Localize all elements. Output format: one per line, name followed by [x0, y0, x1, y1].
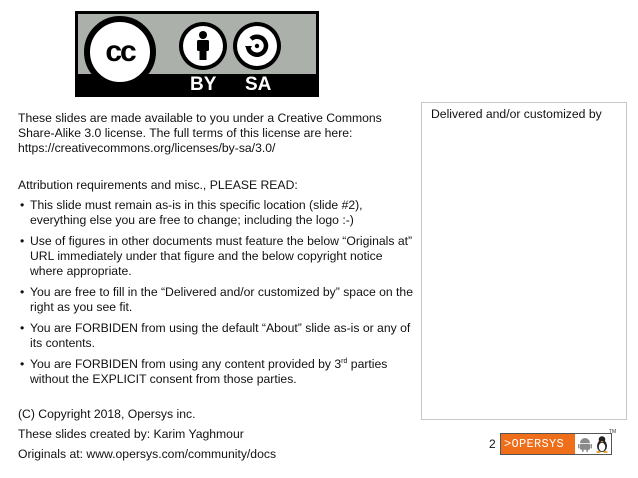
bullet-icon: • — [20, 198, 25, 212]
bullet-icon: • — [20, 285, 25, 299]
sa-label: SA — [245, 74, 272, 95]
page-number: 2 — [489, 437, 496, 451]
license-paragraph: These slides are made available to you under a Creative Commons Share-Alike 3.0 license. The full terms of this license are here: https://creativecommons.org/licenses/by-sa/3.0/ — [18, 111, 382, 155]
created-by: These slides created by: Karim Yaghmour — [18, 427, 244, 441]
ordinal-superscript: rd — [341, 357, 348, 365]
platform-icons — [577, 435, 611, 453]
linux-tux-icon — [596, 436, 607, 453]
bullet-text-continued: parties without the EXPLICIT consent from those parties. — [30, 357, 388, 386]
opersys-logo — [500, 433, 612, 455]
copyright-notice: (C) Copyright 2018, Opersys inc. — [18, 407, 196, 421]
delivered-by-box — [421, 102, 627, 420]
android-icon — [578, 438, 592, 452]
license-text-column — [18, 111, 413, 462]
list-item — [18, 285, 413, 315]
cc-by-sa-logo — [75, 11, 319, 97]
cc-text: cc — [105, 35, 135, 68]
bullet-text: Use of figures in other documents must feature the below “Originals at” URL immediately under that figure and the below copyright notice where appropriate. — [30, 234, 413, 278]
list-item — [18, 234, 413, 279]
bullet-text: You are FORBIDEN from using the default “About” slide as-is or any of its contents. — [30, 321, 411, 350]
share-alike-icon — [233, 22, 281, 70]
attribution-person-icon — [179, 22, 227, 70]
attribution-list — [18, 198, 413, 387]
bullet-icon: • — [20, 234, 25, 248]
bullet-text: You are FORBIDEN from using any content provided by 3 — [30, 357, 342, 371]
bullet-text: You are free to fill in the “Delivered and/or customized by” space on the right as you see fit. — [30, 285, 413, 314]
bullet-text: This slide must remain as-is in this specific location (slide #2), everything else you are free to change; including the logo :-) — [30, 198, 363, 227]
attribution-heading: Attribution requirements and misc., PLEASE READ: — [18, 178, 298, 192]
delivered-by-label: Delivered and/or customized by — [431, 107, 602, 121]
list-item — [18, 357, 413, 387]
bullet-icon: • — [20, 321, 25, 335]
opersys-wordmark: >OPERSYS — [501, 434, 575, 454]
trademark-mark: TM — [609, 429, 617, 435]
by-label: BY — [190, 74, 217, 95]
list-item — [18, 321, 413, 351]
bullet-icon: • — [20, 357, 25, 371]
originals-url: Originals at: www.opersys.com/community/docs — [18, 447, 277, 461]
list-item — [18, 198, 413, 228]
cc-icon — [84, 16, 156, 88]
